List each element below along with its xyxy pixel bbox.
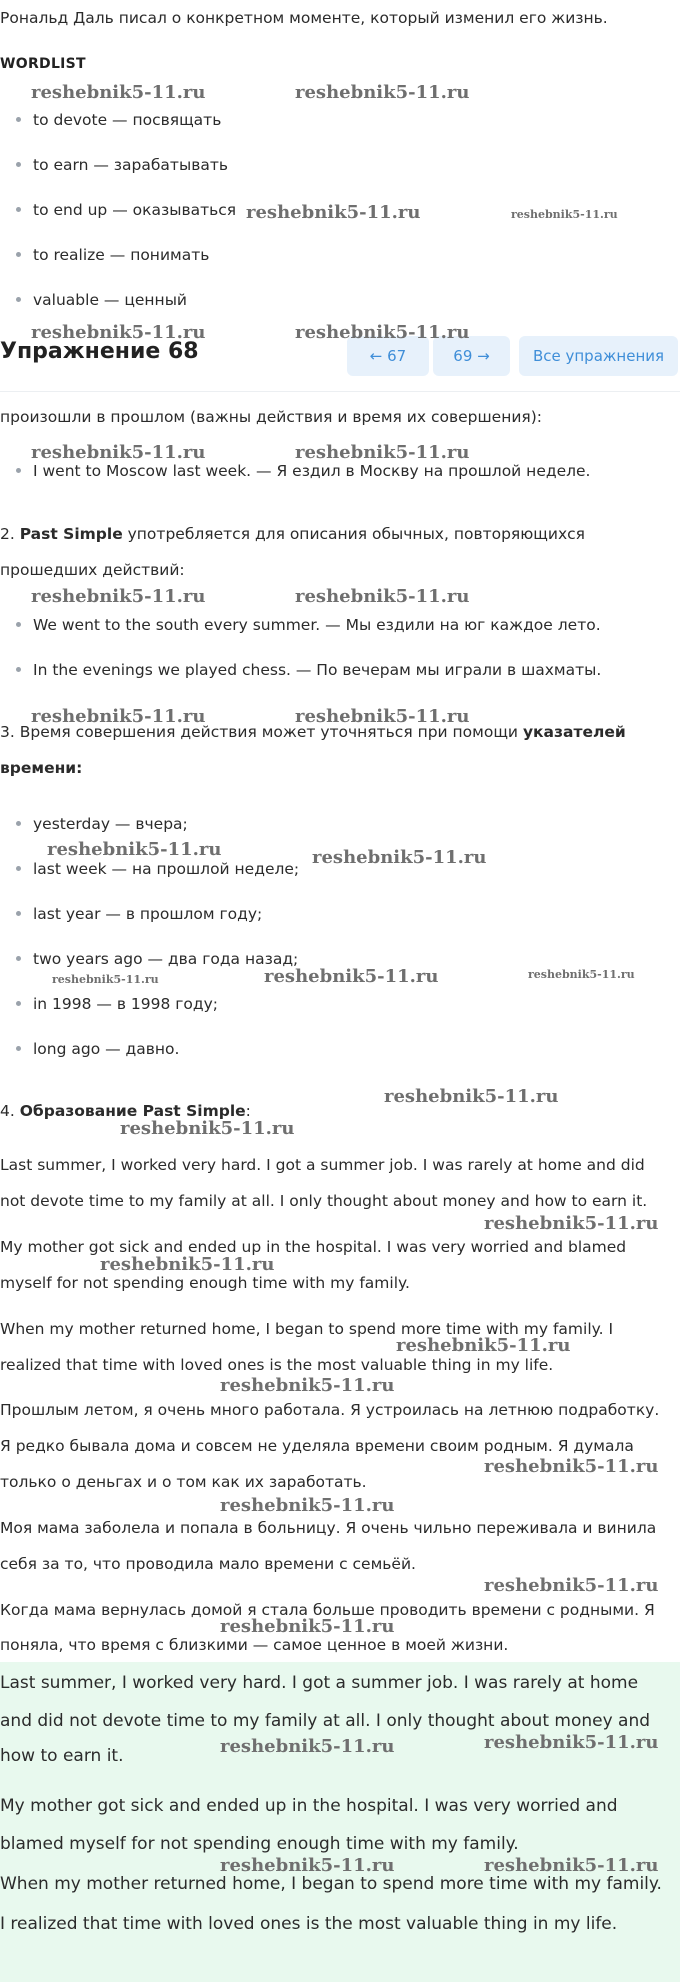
- text-en-line: My mother got sick and ended up in the hospital. I was very worried and blamed: [0, 1238, 627, 1256]
- watermark: reshebnik5-11.ru: [31, 442, 206, 463]
- watermark: reshebnik5-11.ru: [31, 706, 206, 727]
- point-2-line2: прошедших действий:: [0, 561, 185, 579]
- watermark: reshebnik5-11.ru: [312, 847, 487, 868]
- text-en-line: Last summer, I worked very hard. I got a summer job. I was rarely at home and did: [0, 1156, 645, 1174]
- time-marker-item: in 1998 — в 1998 году;: [0, 993, 218, 1015]
- watermark: reshebnik5-11.ru: [295, 322, 470, 343]
- watermark: reshebnik5-11.ru: [484, 1855, 659, 1876]
- answer-line: and did not devote time to my family at all. I only thought about money and: [0, 1711, 651, 1731]
- bullet-icon: [16, 821, 21, 826]
- time-marker-item: last year — в прошлом году;: [0, 903, 262, 925]
- watermark: reshebnik5-11.ru: [52, 973, 159, 986]
- bullet-icon: [16, 252, 21, 257]
- text-ru-line: Прошлым летом, я очень много работала. Я устроилась на летнюю подработку.: [0, 1401, 660, 1419]
- wordlist-title: WORDLIST: [0, 56, 86, 72]
- text-ru-line: Моя мама заболела и попала в больницу. Я очень чильно переживала и винила: [0, 1519, 657, 1537]
- watermark: reshebnik5-11.ru: [100, 1254, 275, 1275]
- bullet-icon: [16, 1046, 21, 1051]
- text-en-line: When my mother returned home, I began to spend more time with my family. I: [0, 1320, 614, 1338]
- watermark: reshebnik5-11.ru: [484, 1575, 659, 1596]
- watermark: reshebnik5-11.ru: [47, 839, 222, 860]
- bullet-icon: [16, 207, 21, 212]
- text-ru-line: только о деньгах и о том как их заработать.: [0, 1473, 367, 1491]
- time-marker-item: yesterday — вчера;: [0, 813, 188, 835]
- watermark: reshebnik5-11.ru: [295, 82, 470, 103]
- prev-exercise-button[interactable]: ← 67: [347, 336, 429, 376]
- time-marker-item: two years ago — два года назад;: [0, 948, 298, 970]
- bullet-icon: [16, 622, 21, 627]
- bullet-icon: [16, 297, 21, 302]
- bullet-icon: [16, 162, 21, 167]
- point-3: 3. Время совершения действия может уточняться при помощи указателей: [0, 723, 626, 741]
- text-en-line: realized that time with loved ones is the most valuable thing in my life.: [0, 1356, 554, 1374]
- point-3-line2: времени:: [0, 759, 83, 777]
- watermark: reshebnik5-11.ru: [220, 1855, 395, 1876]
- bullet-icon: [16, 866, 21, 871]
- watermark: reshebnik5-11.ru: [31, 586, 206, 607]
- watermark: reshebnik5-11.ru: [246, 202, 421, 223]
- divider: [0, 391, 680, 392]
- wordlist-item: valuable — ценный: [0, 289, 187, 311]
- text-ru-line: поняла, что время с близкими — самое ценное в моей жизни.: [0, 1636, 509, 1654]
- watermark: reshebnik5-11.ru: [31, 82, 206, 103]
- text-ru-line: Я редко бывала дома и совсем не уделяла времени своим родным. Я думала: [0, 1437, 634, 1455]
- wordlist-item: to end up — оказываться: [0, 199, 236, 221]
- answer-line: My mother got sick and ended up in the hospital. I was very worried and: [0, 1796, 618, 1816]
- bullet-icon: [16, 911, 21, 916]
- point-2: 2. Past Simple употребляется для описания обычных, повторяющихся: [0, 525, 586, 543]
- example-item: We went to the south every summer. — Мы ездили на юг каждое лето.: [0, 614, 601, 636]
- watermark: reshebnik5-11.ru: [31, 322, 206, 343]
- watermark: reshebnik5-11.ru: [264, 966, 439, 987]
- answer-line: blamed myself for not spending enough time with my family.: [0, 1834, 519, 1854]
- bullet-icon: [16, 956, 21, 961]
- watermark: reshebnik5-11.ru: [220, 1375, 395, 1396]
- all-exercises-button[interactable]: Все упражнения: [519, 336, 678, 376]
- watermark: reshebnik5-11.ru: [511, 208, 618, 221]
- time-marker-item: last week — на прошлой неделе;: [0, 858, 299, 880]
- watermark: reshebnik5-11.ru: [295, 586, 470, 607]
- text-en-line: myself for not spending enough time with my family.: [0, 1274, 410, 1292]
- bullet-icon: [16, 1001, 21, 1006]
- exercise-title: Упражнение 68: [0, 339, 199, 364]
- watermark: reshebnik5-11.ru: [484, 1456, 659, 1477]
- answer-line: Last summer, I worked very hard. I got a summer job. I was rarely at home: [0, 1673, 639, 1693]
- watermark: reshebnik5-11.ru: [295, 706, 470, 727]
- text-en-line: not devote time to my family at all. I only thought about money and how to earn it.: [0, 1192, 648, 1210]
- watermark: reshebnik5-11.ru: [484, 1732, 659, 1753]
- watermark: reshebnik5-11.ru: [220, 1736, 395, 1757]
- watermark: reshebnik5-11.ru: [295, 442, 470, 463]
- bullet-icon: [16, 117, 21, 122]
- watermark: reshebnik5-11.ru: [484, 1213, 659, 1234]
- time-marker-item: long ago — давно.: [0, 1038, 179, 1060]
- text-ru-line: Когда мама вернулась домой я стала больше проводить времени с родными. Я: [0, 1601, 655, 1619]
- watermark: reshebnik5-11.ru: [220, 1616, 395, 1637]
- intro-text: Рональд Даль писал о конкретном моменте, который изменил его жизнь.: [0, 9, 608, 27]
- wordlist-item: to realize — понимать: [0, 244, 209, 266]
- watermark: reshebnik5-11.ru: [384, 1086, 559, 1107]
- example-item: I went to Moscow last week. — Я ездил в Москву на прошлой неделе.: [0, 460, 590, 482]
- wordlist-item: to devote — посвящать: [0, 109, 221, 131]
- answer-line: I realized that time with loved ones is the most valuable thing in my life.: [0, 1914, 618, 1934]
- wordlist-item: to earn — зарабатывать: [0, 154, 228, 176]
- answer-line: When my mother returned home, I began to spend more time with my family.: [0, 1874, 662, 1894]
- watermark: reshebnik5-11.ru: [528, 968, 635, 981]
- point-4: 4. Образование Past Simple:: [0, 1102, 251, 1120]
- watermark: reshebnik5-11.ru: [396, 1335, 571, 1356]
- answer-line: how to earn it.: [0, 1746, 124, 1766]
- text-ru-line: себя за то, что проводила мало времени с семьёй.: [0, 1555, 416, 1573]
- theory-line: произошли в прошлом (важны действия и время их совершения):: [0, 408, 543, 426]
- watermark: reshebnik5-11.ru: [220, 1495, 395, 1516]
- bullet-icon: [16, 667, 21, 672]
- example-item: In the evenings we played chess. — По вечерам мы играли в шахматы.: [0, 659, 601, 681]
- bullet-icon: [16, 468, 21, 473]
- watermark: reshebnik5-11.ru: [120, 1118, 295, 1139]
- next-exercise-button[interactable]: 69 →: [433, 336, 510, 376]
